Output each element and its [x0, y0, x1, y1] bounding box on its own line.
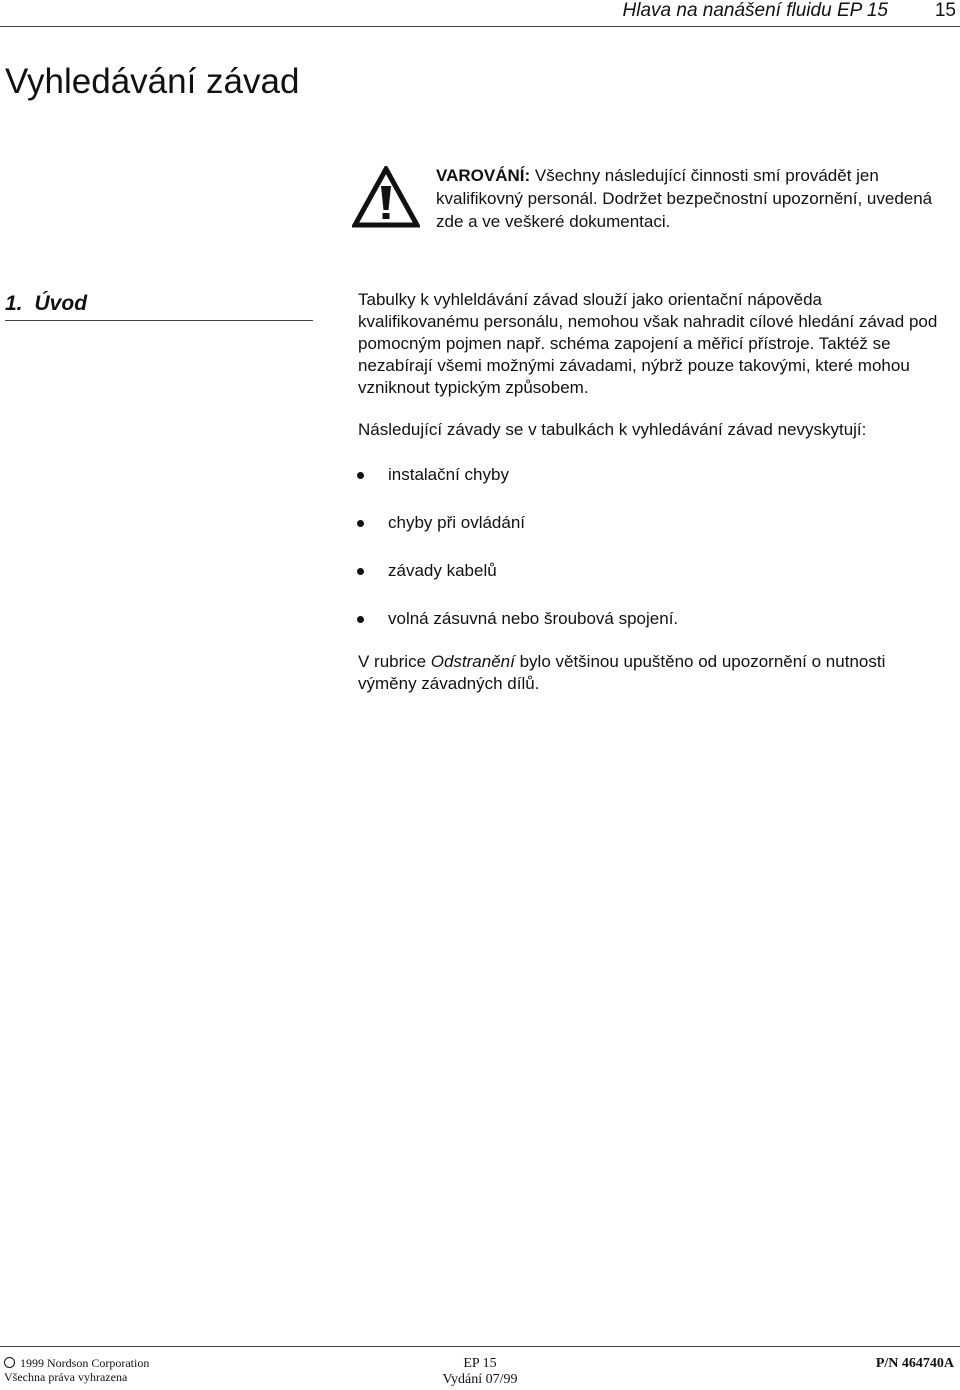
excluded-faults-list: [354, 462, 944, 654]
section-heading: [5, 292, 313, 321]
section-number: 1.: [5, 292, 23, 315]
warning-text: Všechny následující činnosti smí provádět jen kvalifikovný personál. Dodržet bezpečnostní upozornění, uvedená zde a ve veškeré dokumentaci.: [436, 166, 933, 231]
list-item: chyby při ovládání: [354, 510, 944, 558]
chapter-title: Hlava na nanášení fluidu EP 15: [622, 0, 888, 21]
bullet-icon: [357, 568, 364, 575]
excluded-faults-lead: Následující závady se v tabulkách k vyhledávání závad nevyskytují:: [358, 420, 867, 439]
bullet-icon: [357, 520, 364, 527]
list-item: závady kabelů: [354, 558, 944, 606]
list-item: volná zásuvná nebo šroubová spojení.: [354, 606, 944, 654]
remedy-paragraph: V rubrice Odstranění bylo většinou upuštěno od upozornění o nutnosti výměny závadných dílů.: [358, 652, 886, 693]
page-number: 15: [934, 0, 956, 21]
warning-label: VAROVÁNÍ:: [436, 166, 531, 185]
bullet-icon: [357, 472, 364, 479]
footer-edition: EP 15 Vydání 07/99: [442, 1356, 518, 1387]
footer-copyright: 1999 Nordson Corporation Všechna práva vyhrazena: [4, 1356, 150, 1384]
footer-divider: [0, 1346, 960, 1347]
footer-part-number: P/N 464740A: [875, 1356, 954, 1371]
warning-notice: [436, 164, 936, 233]
intro-paragraph: Tabulky k vyhleldávání závad slouží jako orientační nápověda kvalifikovanému personálu, nemohou však nahradit cílové hledání závad pod pomocným pojmen např. schéma zapojení a měřicí přístroje. Taktéž se nezabírají všemi možnými závadami, nýbrž pouze takovými, které mohou vzniknout typickým způsobem.: [358, 290, 938, 397]
section-title: Úvod: [34, 292, 88, 315]
page-title: Vyhledávání závad: [5, 62, 300, 101]
remedy-emphasis: Odstranění: [430, 652, 515, 671]
warning-triangle-icon: [352, 166, 420, 228]
bullet-icon: [357, 616, 364, 623]
header-divider: [0, 26, 960, 27]
list-item: instalační chyby: [354, 462, 944, 510]
